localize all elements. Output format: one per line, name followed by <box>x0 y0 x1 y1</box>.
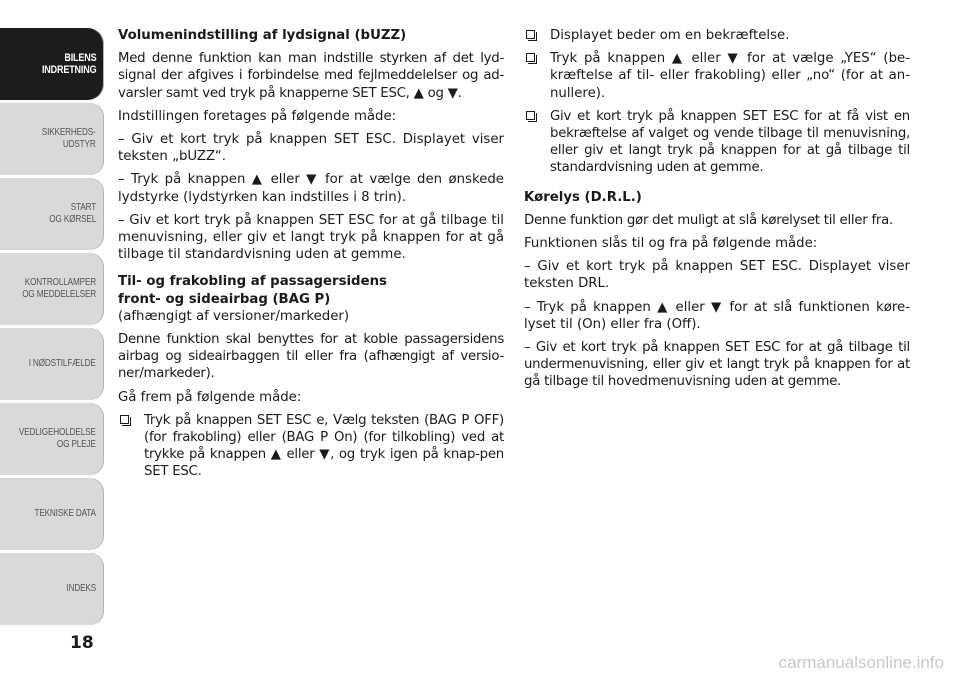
tab-label: TEKNISKE DATA <box>34 508 96 519</box>
tab-indeks[interactable] <box>0 553 104 625</box>
checkbox-bullet-icon <box>120 415 129 424</box>
tab-label: I NØDSTILFÆLDE <box>29 358 96 369</box>
bag-paragraph: Gå frem på følgende måde: <box>118 389 302 405</box>
buzz-step: – Tryk på knappen ▲ eller ▼ for at vælge den ønskede lydstyrke (lydstyrken kan indstilles i 8 trin). <box>118 172 504 205</box>
tab-label: INDEKS <box>66 583 96 594</box>
bullet-text: Tryk på knappen ▲ eller ▼ for at vælge „YES“ (be-kræftelse af til- eller frakobling) eller „no“ (for at an-nullere). <box>550 51 910 101</box>
drl-heading: Kørelys (D.R.L.) <box>524 189 642 205</box>
buzz-step: – Giv et kort tryk på knappen SET ESC. Displayet viser teksten „bUZZ“. <box>118 132 504 165</box>
bullet-text: Giv et kort tryk på knappen SET ESC for at få vist en bekræftelse af valget og vende tilbage til menuvisning, eller giv et langt tryk på knappen for at gå tilbage til standardvisning uden at gemme. <box>550 108 910 176</box>
bullet-item <box>524 108 910 177</box>
tab-label: SIKKERHEDS- UDSTYR <box>42 127 96 150</box>
bullet-item <box>118 412 504 481</box>
right-column <box>524 27 910 397</box>
bag-subheading: (afhængigt af versioner/markeder) <box>118 308 350 324</box>
left-column <box>118 27 504 487</box>
bag-heading <box>118 273 504 307</box>
buzz-step: – Giv et kort tryk på knappen SET ESC for at gå tilbage til menuvisning, eller giv et langt tryk på knappen for at gå tilbage til standardvisning uden at gemme. <box>118 212 504 263</box>
bag-heading-line2: front- og sideairbag (BAG P) <box>118 291 331 307</box>
buzz-paragraph: Indstillingen foretages på følgende måde: <box>118 108 397 124</box>
bullet-item <box>524 50 910 102</box>
tab-label: START OG KØRSEL <box>49 202 96 225</box>
tab-i-nodstilfaelde[interactable] <box>0 328 104 400</box>
watermark: carmanualsonline.info <box>778 653 944 672</box>
tab-kontrollamper[interactable] <box>0 253 104 325</box>
checkbox-bullet-icon <box>526 30 535 39</box>
bag-paragraph: Denne funktion skal benyttes for at koble passagersidens airbag og sideairbaggen til eller fra (afhængigt af versio-ner/markeder). <box>118 332 504 382</box>
tab-bilens-indretning[interactable] <box>0 28 104 100</box>
tab-sikkerhedsudstyr[interactable] <box>0 103 104 175</box>
drl-paragraph: Funktionen slås til og fra på følgende måde: <box>524 236 818 252</box>
chapter-tabs <box>0 28 104 628</box>
tab-label: VEDLIGEHOLDELSE OG PLEJE <box>19 427 96 450</box>
drl-step: – Giv et kort tryk på knappen SET ESC for at gå tilbage til undermenuvisning, eller giv et langt tryk på knappen for at gå tilbage til hovedmenuvisning uden at gemme. <box>524 340 910 390</box>
drl-paragraph: Denne funktion gør det muligt at slå kørelyset til eller fra. <box>524 212 894 228</box>
tab-start-og-korsel[interactable] <box>0 178 104 250</box>
checkbox-bullet-icon <box>526 111 535 120</box>
drl-step: – Tryk på knappen ▲ eller ▼ for at slå funktionen køre-lyset til (On) eller fra (Off). <box>524 299 910 332</box>
buzz-heading: Volumenindstilling af lydsignal (bUZZ) <box>118 28 407 43</box>
bullet-text: Tryk på knappen SET ESC e, Vælg teksten (BAG P OFF) (for frakobling) eller (BAG P On) (for tilkobling) ved at trykke på knappen ▲ eller ▼, og tryk igen på knap-pen SET ESC. <box>144 412 504 480</box>
tab-vedligeholdelse[interactable] <box>0 403 104 475</box>
tab-tekniske-data[interactable] <box>0 478 104 550</box>
bullet-text: Displayet beder om en bekræftelse. <box>550 28 790 43</box>
checkbox-bullet-icon <box>526 53 535 62</box>
tab-label: KONTROLLAMPER OG MEDDELELSER <box>22 277 97 300</box>
drl-step: – Giv et kort tryk på knappen SET ESC. Displayet viser teksten DRL. <box>524 259 910 292</box>
tab-label: BILENS INDRETNING <box>41 52 96 76</box>
buzz-paragraph: Med denne funktion kan man indstille styrken af det lyd-signal der afgives i forbindelse med fejlmeddelelser og ad-varsler samt ved tryk på knapperne SET ESC, ▲ og ▼. <box>118 51 504 101</box>
page-number: 18 <box>70 633 94 653</box>
bag-heading-line1: Til- og frakobling af passagersidens <box>118 274 387 290</box>
bullet-item <box>524 27 910 44</box>
